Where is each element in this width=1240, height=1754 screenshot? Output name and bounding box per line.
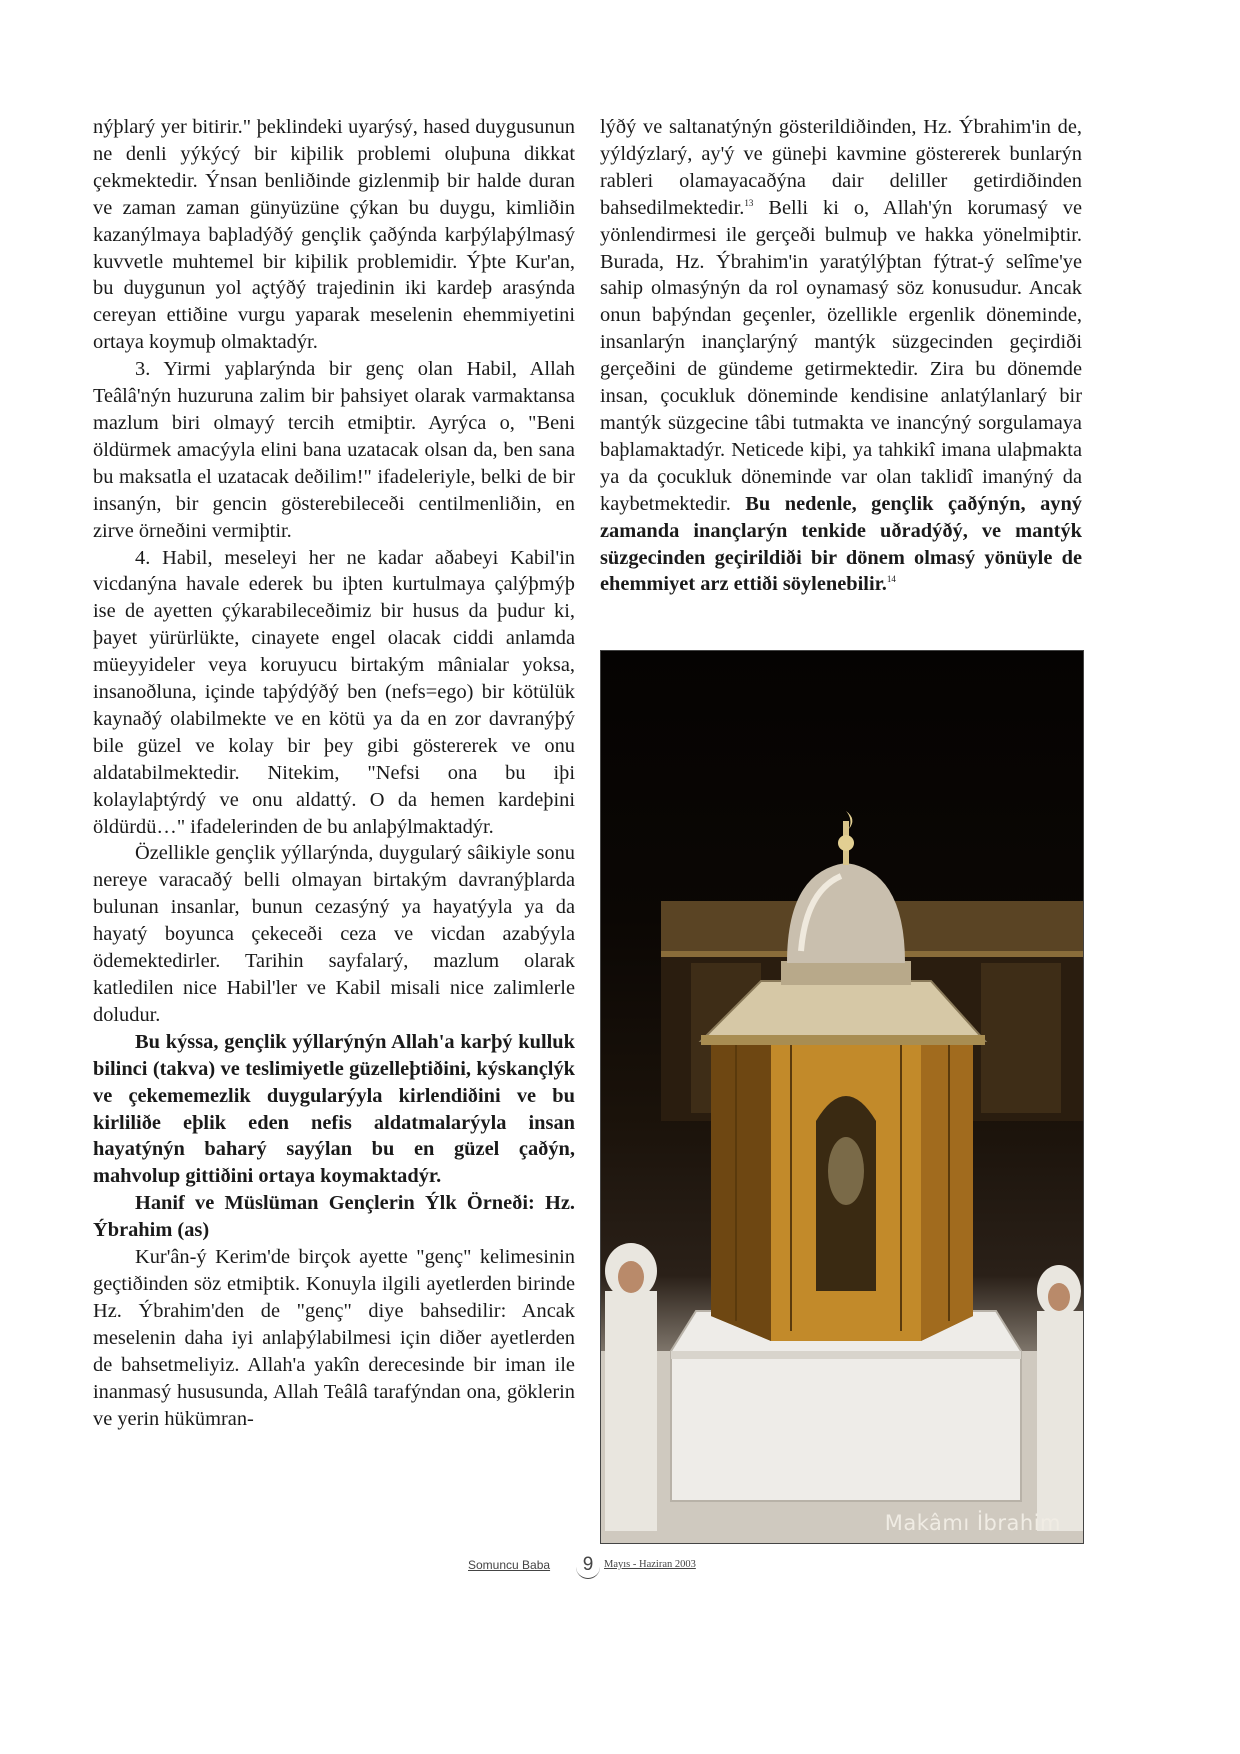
section-heading: Hanif ve Müslüman Gençlerin Ýlk Örneði: Hz. Ýbrahim (as) [93,1192,575,1242]
maqam-ibrahim-photo [600,650,1084,1544]
paragraph [600,114,1082,598]
page-footer [0,1546,1240,1586]
page-number: 9 [576,1552,600,1579]
issue-date: Mayıs - Haziran 2003 [604,1559,696,1570]
bold-paragraph: Bu kýssa, gençlik yýllarýnýn Allah'a karþý kulluk bilinci (takva) ve teslimiyetle güzelleþtiðini, kýskançlýk ve çekememezlik duygularýyla kirlendiðini ve bu kirliliðe eþlik eden nefis aldatmalarýyla insan hayatýnýn baharý sayýlan bu en güzel çaðýn, mahvolup gittiðini ortaya koymaktadýr. [93,1030,575,1188]
footnote-marker: 13 [744,197,754,208]
paragraph: Kur'ân-ý Kerim'de birçok ayette "genç" kelimesinin geçtiðinden söz etmiþtik. Konuyla ilgili ayetlerden birinde Hz. Ýbrahim'den de "genç" diye bahsedilir: Ancak meselenin daha iyi anlaþýlabilmesi için diðer ayetlerden de bahsetmeliyiz. Allah'a yakîn derecesinde bir iman ile inanmasý hususunda, Allah Teâlâ tarafýndan ona, göklerin ve yerin hükümran- [93,1246,575,1430]
paragraph-text: Belli ki o, Allah'ýn korumasý ve yönlendirmesi ile gerçeði bulmuþ ve hakka yönelmiþtir. Burada, Hz. Ýbrahim'in yaratýlýþtan fýtrat-ý selîme'ye sahip olmasýnýn da rol oynamasý söz konusudur. Ancak onun baþýndan geçenler, özellikle ergenlik döneminde, insanlarýn inançlarýný mantýk süzgecinden geçirdiði gerçeðini de gündeme getirmektedir. Zira bu dönemde insan, çocukluk döneminde kendisine anlatýlanlarý bir mantýk süzgecine tâbi tutmakta ve inancýný sorgulamaya baþlamaktadýr. Neticede kiþi, ya tahkikî imana ulaþmakta ya da çocukluk döneminde var olan taklidî imanýný da kaybetmektedir. [600,196,1082,515]
paragraph: nýþlarý yer bitirir." þeklindeki uyarýsý, hased duygusunun ne denli yýkýcý bir kiþilik problemi oluþuna dikkat çekmektedir. Ýnsan benliðinde gizlenmiþ bir halde duran ve zaman zaman günyüzüne çýkan bu duygu, kimliðin kazanýlmaya baþladýðý gençlik çaðýnda karþýlaþýlmasý kuvvetle muhtemel bir kiþilik problemidir. Ýþte Kur'an, bu duygunun yol açtýðý trajedinin iki kardeþ arasýnda cereyan ettiðine vurgu yaparak meselenin ehemmiyetini ortaya koymuþ olmaktadýr. [93,116,575,354]
paragraph: 4. Habil, meseleyi her ne kadar aðabeyi Kabil'in vicdanýna havale ederek bu iþten kurtulmaya çalýþmýþ ise de ayetten çýkarabileceðimiz bir husus da þudur ki, þayet yürürlükte, cinayete engel olacak ciddi anlamda müeyyideler veya koruyucu birtakým mânialar yoksa, insanoðluna, içinde taþýdýðý ben (nefs=ego) bir kötülük kaynaðý olabilmekte ve en kötü ya da en zor davranýþý bile güzel ve kolay bir þey gibi göstererek ve onu aldatabilmektedir. Nitekim, "Nefsi ona bu iþi kolaylaþtýrdý ve onu aldattý. O da hemen kardeþini öldürdü…" ifadelerinden de bu anlaþýlmaktadýr. [93,546,575,838]
right-column [600,114,1082,598]
maqam-illustration [601,651,1083,1543]
footnote-marker: 14 [886,574,896,585]
paragraph: Özellikle gençlik yýllarýnda, duygularý sâikiyle sonu nereye varacaðý belli olmayan birtakým davranýþlarda bulunan insanlar, bunun cezasýný ya hayatýyla ya da hayatý boyunca çekeceði ceza ve vicdan azabýyla ödemektedirler. Tarihin sayfalarý, mazlum olarak katledilen nice Habil'ler ve Kabil misali nice zalimlerle doludur. [93,842,575,1026]
bold-text: Bu nedenle, gençlik çaðýnýn, ayný zamanda inançlarýn tenkide uðradýðý, ve mantýk süzgecinden geçirildiði bir dönem olmasý yönüyle de ehemmiyet arz ettiði söylenebilir. [600,492,1082,596]
paragraph: 3. Yirmi yaþlarýnda bir genç olan Habil, Allah Teâlâ'nýn huzuruna zalim bir þahsiyet olarak varmaktansa mazlum biri olmayý tercih etmiþtir. Ayrýca o, "Beni öldürmek amacýyla elini bana uzatacak olsan da, ben sana bu maksatla el uzatacak deðilim!" ifadeleriyle, belki de bir insanýn, bir gencin gösterebileceði centilmenliðin, en zirve örneðini vermiþtir. [93,358,575,542]
photo-caption: Makâmı İbrahim [884,1511,1061,1535]
magazine-name: Somuncu Baba [468,1558,551,1572]
paragraph-text: lýðý ve saltanatýnýn gösterildiðinden, Hz. Ýbrahim'in de, yýldýzlarý, ay'ý ve güneþi kavmine göstererek bunlarýn rableri olamayacaðýna dair deliller getirdiðinden bahsedilmektedir. [600,116,1082,219]
left-column [93,114,575,1432]
